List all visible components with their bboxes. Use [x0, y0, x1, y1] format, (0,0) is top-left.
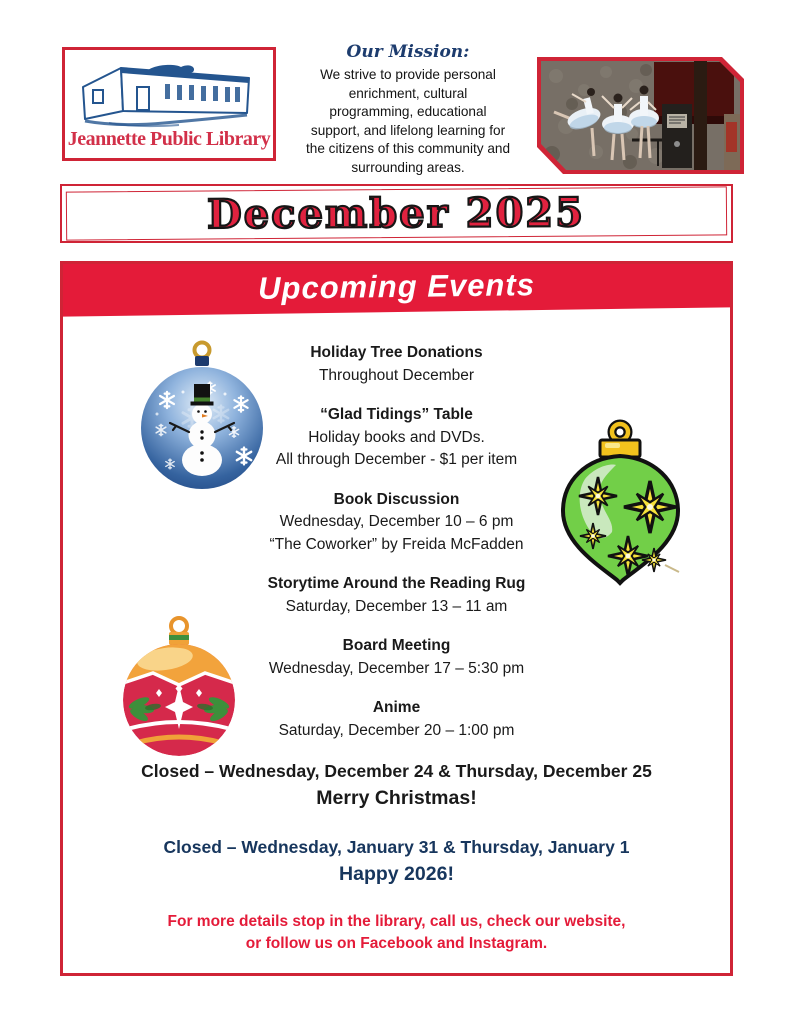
closure-greeting: Merry Christmas!: [316, 787, 477, 809]
mission-line: programming, educational: [329, 104, 487, 120]
mission-block: [288, 42, 528, 178]
event-detail: Throughout December: [318, 366, 475, 384]
month-banner-inner: [66, 186, 727, 240]
events-box: [60, 261, 733, 976]
event-detail: “The Coworker” by Freida McFadden: [269, 535, 524, 553]
event-title: “Glad Tidings” Table: [320, 406, 473, 423]
event-storytime: [63, 573, 730, 618]
library-building-sketch: [69, 53, 269, 129]
events-heading: Upcoming Events: [257, 267, 536, 306]
closure-january: [63, 835, 730, 887]
event-detail: All through December - $1 per item: [275, 451, 518, 468]
event-book-discussion: [63, 489, 730, 557]
events-heading-band: [60, 261, 733, 317]
event-title: Storytime Around the Reading Rug: [267, 575, 526, 592]
library-name: Jeannette Public Library: [67, 128, 271, 150]
library-logo-box: [62, 47, 276, 161]
mission-line: surrounding areas.: [351, 159, 465, 175]
mission-line: support, and lifelong learning for: [310, 122, 506, 138]
mission-line: We strive to provide personal: [320, 67, 496, 82]
month-banner: [60, 184, 733, 243]
event-title: Book Discussion: [333, 490, 460, 508]
contact-note-line: For more details stop in the library, call us, check our website,: [167, 913, 626, 930]
closure-december: [63, 759, 730, 811]
event-title: Board Meeting: [342, 637, 451, 654]
event-title: Holiday Tree Donations: [310, 344, 483, 361]
event-holiday-tree-donations: [63, 342, 730, 387]
event-title: Anime: [372, 699, 421, 716]
month-title: December 2025: [207, 189, 586, 238]
event-glad-tidings-table: [63, 404, 730, 472]
closure-greeting: Happy 2026!: [339, 863, 454, 885]
mission-line: enrichment, cultural: [348, 85, 468, 101]
mission-line: the citizens of this community and: [306, 141, 510, 157]
event-detail: Saturday, December 13 – 11 am: [285, 597, 508, 615]
mission-heading: Our Mission:: [346, 42, 470, 62]
event-board-meeting: [63, 635, 730, 680]
event-anime: [63, 697, 730, 742]
event-detail: Wednesday, December 10 – 6 pm: [279, 513, 514, 530]
ballet-dancers-photo: [536, 56, 746, 176]
closure-dates: Closed – Wednesday, December 24 & Thursday, December 25: [141, 761, 652, 781]
closure-dates: Closed – Wednesday, January 31 & Thursday, January 1: [163, 837, 630, 857]
event-detail: Wednesday, December 17 – 5:30 pm: [268, 659, 525, 677]
contact-note: [63, 911, 730, 955]
events-list: [63, 342, 730, 955]
event-detail: Holiday books and DVDs.: [308, 428, 485, 446]
contact-note-line: or follow us on Facebook and Instagram.: [245, 935, 548, 952]
event-detail: Saturday, December 20 – 1:00 pm: [278, 721, 515, 739]
